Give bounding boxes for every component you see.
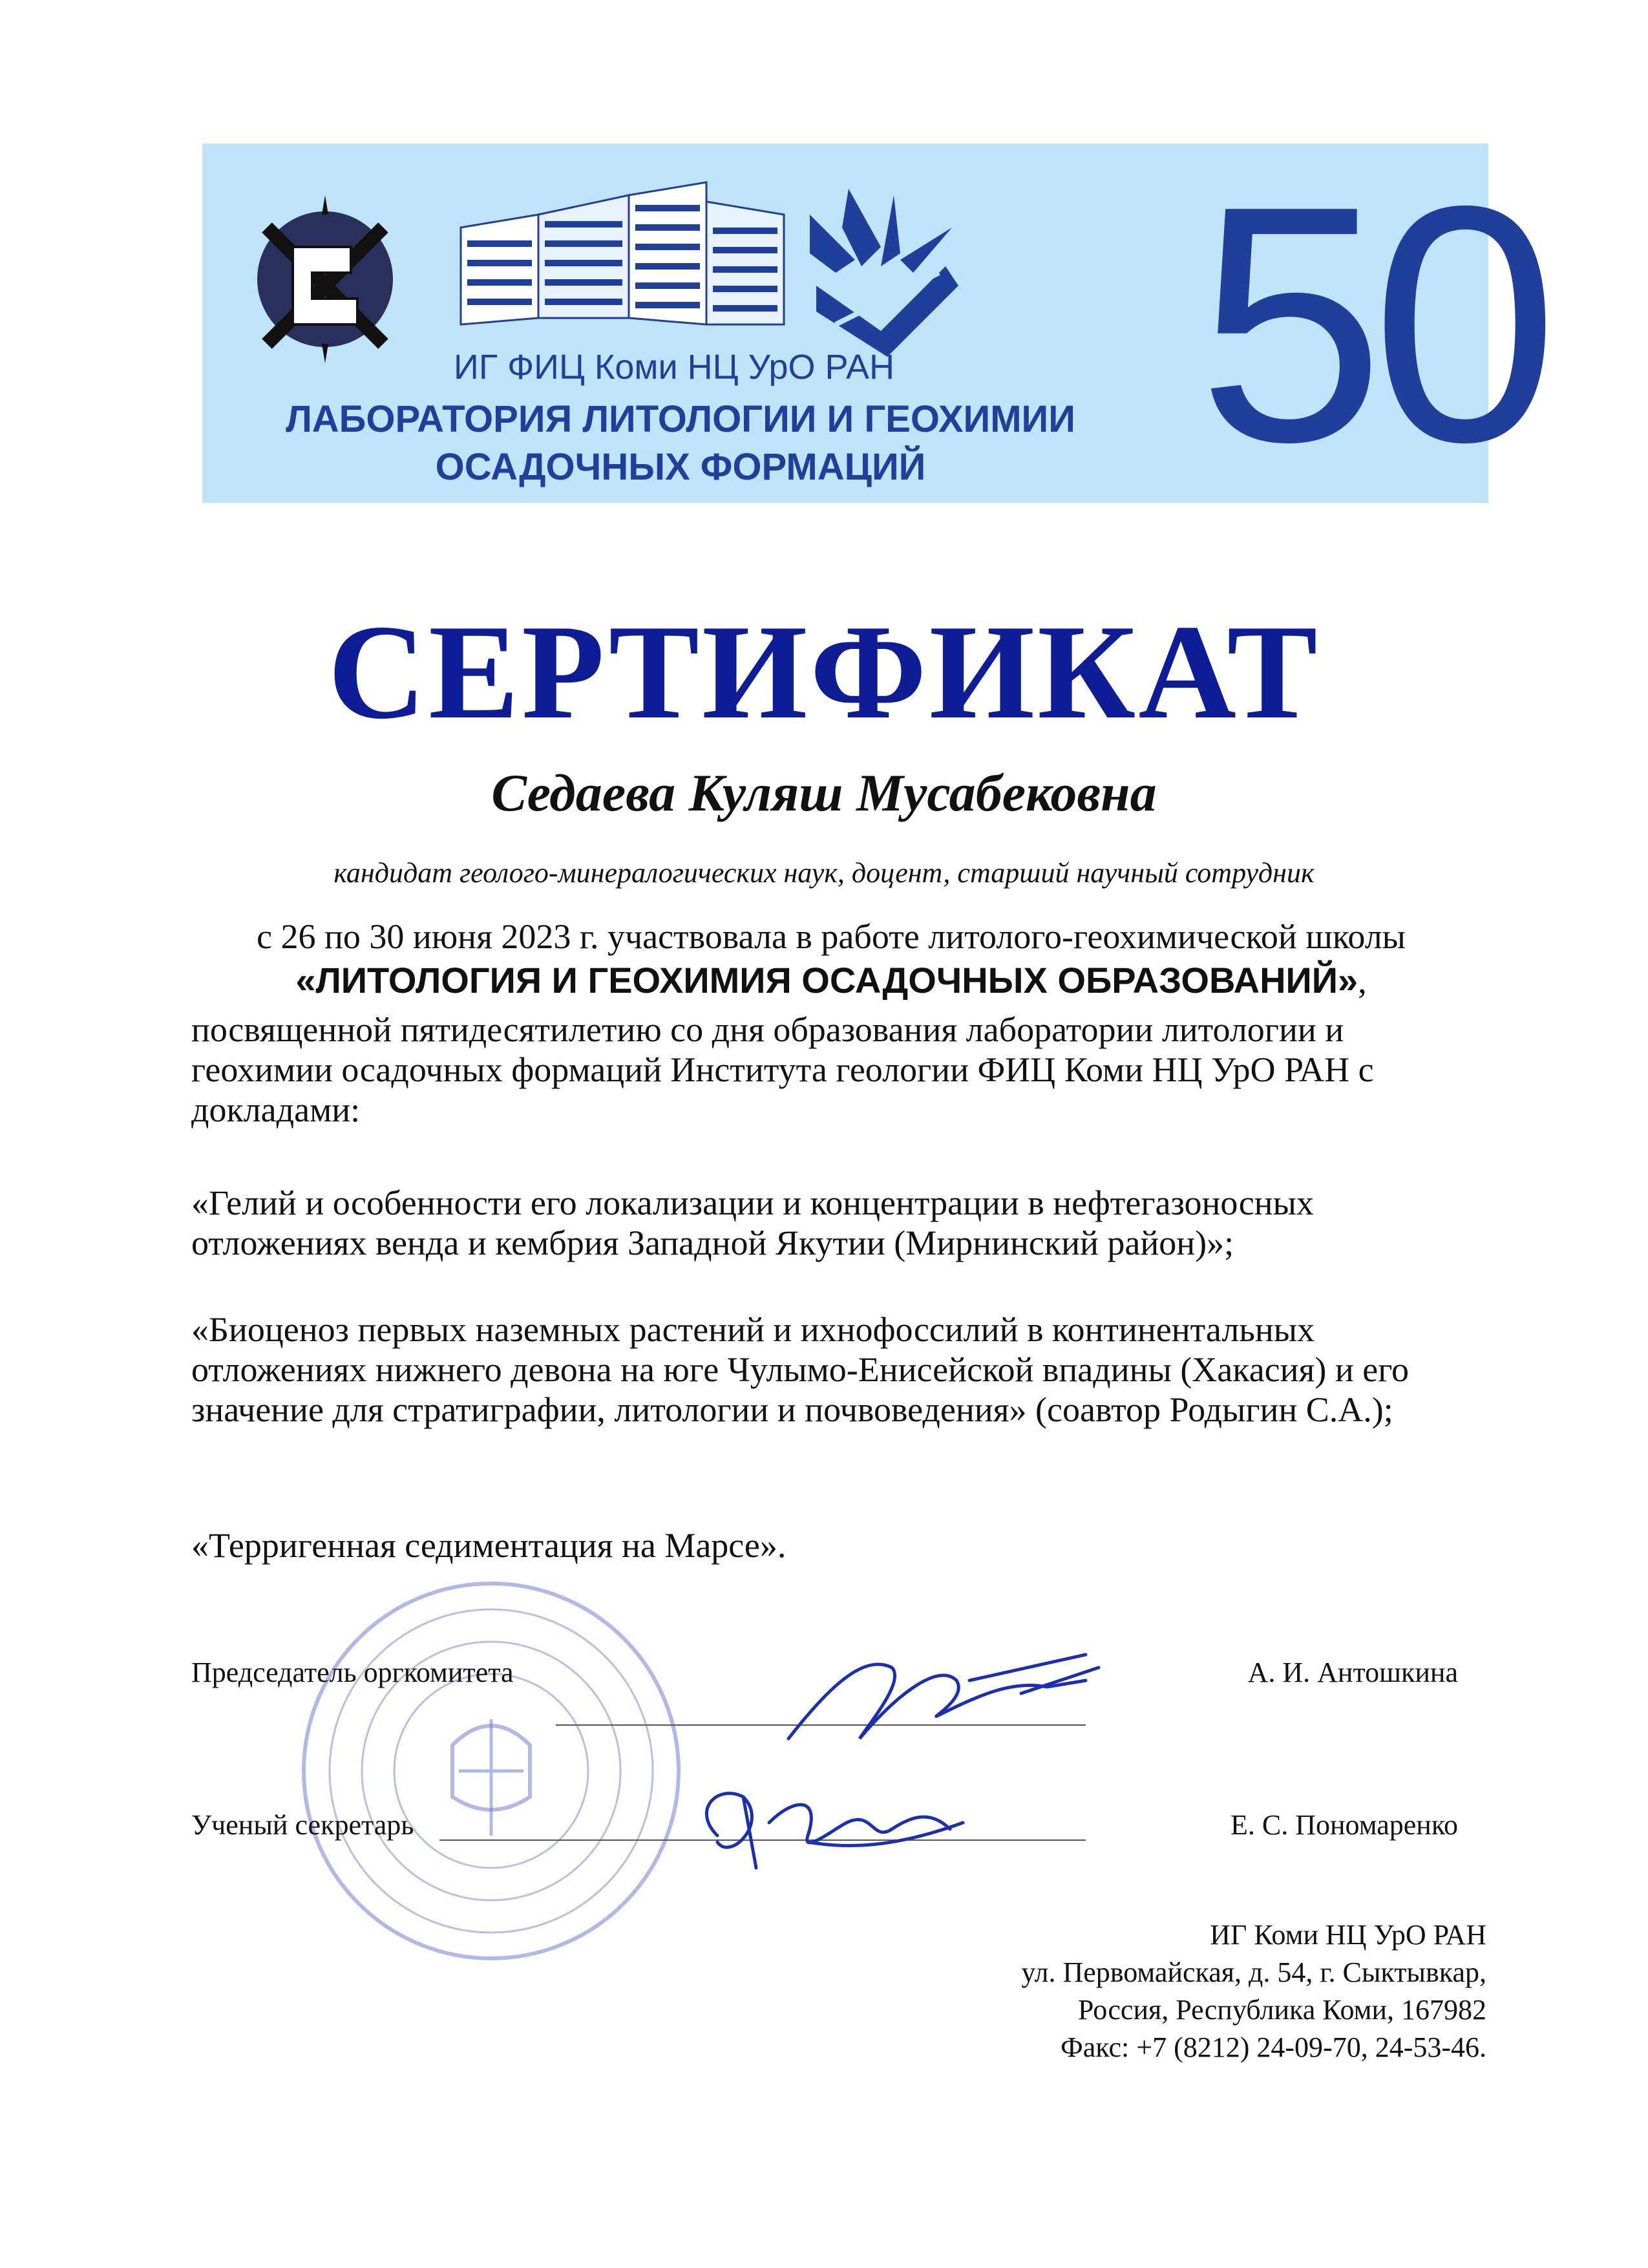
institute-name: ИГ ФИЦ Коми НЦ УрО РАН <box>454 348 894 387</box>
school-name-line <box>191 960 1471 1001</box>
address-line-1: ИГ Коми НЦ УрО РАН <box>1210 1919 1486 1951</box>
chair-name: А. И. Антошкина <box>1247 1657 1458 1688</box>
laboratory-line-2: ОСАДОЧНЫХ ФОРМАЦИЙ <box>435 446 926 488</box>
report-3: «Терригенная седиментация на Марсе». <box>191 1526 787 1565</box>
school-name: «ЛИТОЛОГИЯ И ГЕОХИМИЯ ОСАДОЧНЫХ ОБРАЗОВАНИЙ» <box>295 960 1358 1001</box>
address-line-2: ул. Первомайская, д. 54, г. Сыктывкар, <box>1021 1956 1486 1988</box>
address-line-3: Россия, Республика Коми, 167982 <box>1077 1994 1486 2026</box>
laboratory-name <box>241 396 1120 491</box>
building-icon <box>461 182 784 324</box>
address-block <box>1021 1916 1486 2066</box>
certificate-title: СЕРТИФИКАТ <box>328 597 1320 747</box>
recipient-degree: кандидат геолого-минералогических наук, доцент, старший научный сотрудник <box>333 857 1315 889</box>
report-1: «Гелий и особенности его локализации и концентрации в нефтегазоносных отложениях венда и кембрия Западной Якутии (Мирнинский район)»; <box>191 1183 1314 1262</box>
address-fax: Факс: +7 (8212) 24-09-70, 24-53-46. <box>1060 2031 1486 2063</box>
secretary-role: Ученый секретарь <box>191 1809 414 1841</box>
dedication-text: посвященной пятидесятилетию со дня образования лаборатории литологии и геохимии осадочных формаций Института геологии ФИЦ Коми НЦ УрО РАН с докладами: <box>191 1010 1374 1129</box>
laboratory-line-1: ЛАБОРАТОРИЯ ЛИТОЛОГИИ И ГЕОХИМИИ <box>286 398 1075 440</box>
intro-text: с 26 по 30 июня 2023 г. участвовала в работе литолого-геохимической школы <box>257 917 1406 956</box>
geology-emblem-icon <box>257 195 393 363</box>
secretary-name: Е. С. Пономаренко <box>1231 1809 1458 1841</box>
signature-icon <box>776 1642 1137 1752</box>
official-stamp-icon <box>297 1577 685 1965</box>
recipient-name: Седаева Куляш Мусабековна <box>491 763 1157 822</box>
school-name-suffix: , <box>1358 962 1367 1001</box>
header-banner <box>202 136 1546 512</box>
crystal-logo-icon <box>810 189 958 357</box>
signature-icon <box>679 1771 976 1874</box>
report-2: «Биоценоз первых наземных растений и ихнофоссилий в континентальных отложениях нижнего девона на юге Чулымо-Енисейской впадины (Хакасия) и его значение для стратиграфии, литологии и почвоведения» (соавтор Родыгин С.А.); <box>191 1310 1410 1429</box>
chair-role: Председатель оргкомитета <box>191 1657 514 1688</box>
anniversary-number: 50 <box>1198 136 1546 512</box>
